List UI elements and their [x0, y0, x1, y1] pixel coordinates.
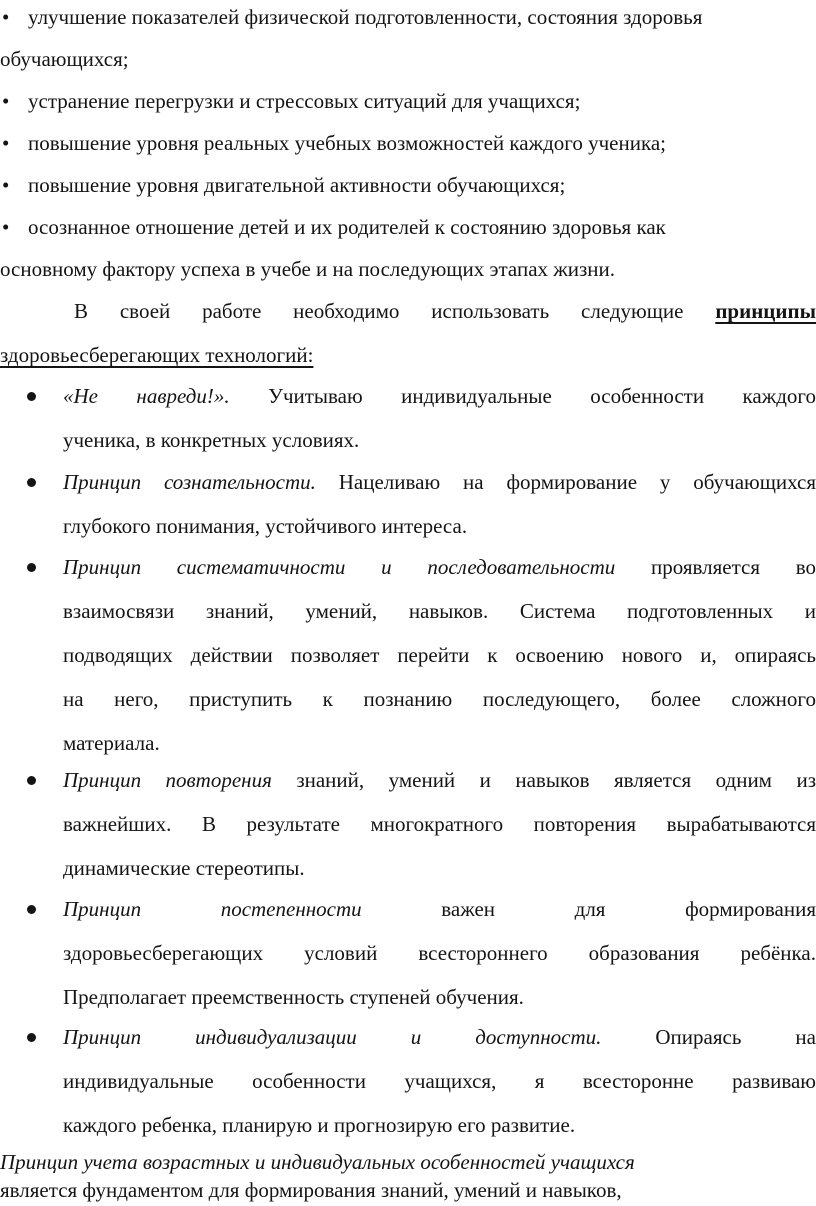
- principle-line: здоровьесберегающих условий всестороннего образования ребёнка.: [63, 941, 816, 965]
- principle-line: Принцип систематичности и последовательности проявляется во: [63, 555, 816, 579]
- principle-name: Принцип повторения: [63, 768, 272, 792]
- bullet-marker: •: [2, 5, 10, 29]
- principle-item: [63, 758, 816, 890]
- principle-line: Предполагает преемственность ступеней обучения.: [63, 985, 524, 1009]
- bullet-dot-icon: [27, 563, 36, 572]
- principles-intro: [0, 289, 816, 377]
- bullet-dot-icon: [27, 392, 36, 401]
- principle-line: динамические стереотипы.: [63, 856, 305, 880]
- principle-line: Принцип сознательности. Нацеливаю на формирование у обучающихся: [63, 470, 816, 494]
- principle-line: на него, приступить к познанию последующего, более сложного: [63, 687, 816, 711]
- bullet-marker: •: [2, 131, 10, 155]
- principle-line: ученика, в конкретных условиях.: [63, 428, 360, 452]
- bullet-dot-icon: [27, 776, 36, 785]
- principle-name: Принцип сознательности.: [63, 470, 316, 494]
- bullet-item: [0, 164, 816, 206]
- principle-line: материала.: [63, 731, 160, 755]
- principle-line: глубокого понимания, устойчивого интереса.: [63, 514, 468, 538]
- bullet-dot-icon: [27, 478, 36, 487]
- bullet-text-continued: обучающихся;: [0, 47, 129, 71]
- tail-line-italic: Принцип учета возрастных и индивидуальных особенностей учащихся: [0, 1150, 635, 1174]
- bullet-item: [0, 206, 816, 290]
- principle-line: взаимосвязи знаний, умений, навыков. Система подготовленных и: [63, 599, 816, 623]
- tail-line: является фундаментом для формирования знаний, умений и навыков,: [0, 1178, 622, 1202]
- principle-item: [63, 1015, 816, 1147]
- principle-line: «Не навреди!». Учитываю индивидуальные особенности каждого: [63, 384, 816, 408]
- principle-line: Принцип повторения знаний, умений и навыков является одним из: [63, 768, 816, 792]
- principle-item: [63, 887, 816, 1019]
- bullet-text-continued: основному фактору успеха в учебе и на последующих этапах жизни.: [0, 257, 616, 281]
- principle-line: каждого ребенка, планирую и прогнозирую его развитие.: [63, 1113, 576, 1137]
- principle-line: важнейших. В результате многократного повторения вырабатываются: [63, 812, 816, 836]
- intro-line-continued: здоровьесберегающих технологий:: [0, 343, 314, 367]
- bullet-dot-icon: [27, 1033, 36, 1042]
- principle-line: подводящих действии позволяет перейти к освоению нового и, опираясь: [63, 643, 816, 667]
- principle-line: Принцип индивидуализации и доступности. Опираясь на: [63, 1025, 816, 1049]
- intro-line: В своей работе необходимо использовать следующие принципы: [74, 299, 816, 323]
- principle-line: индивидуальные особенности учащихся, я всесторонне развиваю: [63, 1069, 816, 1093]
- tail-paragraph: [0, 1148, 816, 1204]
- bullet-item: [0, 0, 816, 80]
- bullet-text: устранение перегрузки и стрессовых ситуаций для учащихся;: [28, 89, 581, 113]
- bullet-text: повышение уровня двигательной активности обучающихся;: [28, 173, 566, 197]
- bullet-item: [0, 80, 816, 122]
- bullet-text: осознанное отношение детей и их родителей к состоянию здоровья как: [28, 215, 666, 239]
- principle-line: Принцип постепенности важен для формирования: [63, 897, 816, 921]
- principle-item: [63, 545, 816, 765]
- principle-name: Принцип систематичности и последовательности: [63, 555, 616, 579]
- principles-keyword: принципы: [715, 299, 816, 323]
- bullet-marker: •: [2, 173, 10, 197]
- principle-item: [63, 374, 816, 462]
- bullet-marker: •: [2, 215, 10, 239]
- bullet-dot-icon: [27, 905, 36, 914]
- principle-item: [63, 460, 816, 548]
- bullet-text: улучшение показателей физической подготовленности, состояния здоровья: [28, 5, 703, 29]
- bullet-marker: •: [2, 89, 10, 113]
- principle-name: Принцип постепенности: [63, 897, 362, 921]
- principle-name: «Не навреди!».: [63, 384, 230, 408]
- bullet-item: [0, 122, 816, 164]
- bullet-text: повышение уровня реальных учебных возможностей каждого ученика;: [28, 131, 667, 155]
- principle-name: Принцип индивидуализации и доступности.: [63, 1025, 602, 1049]
